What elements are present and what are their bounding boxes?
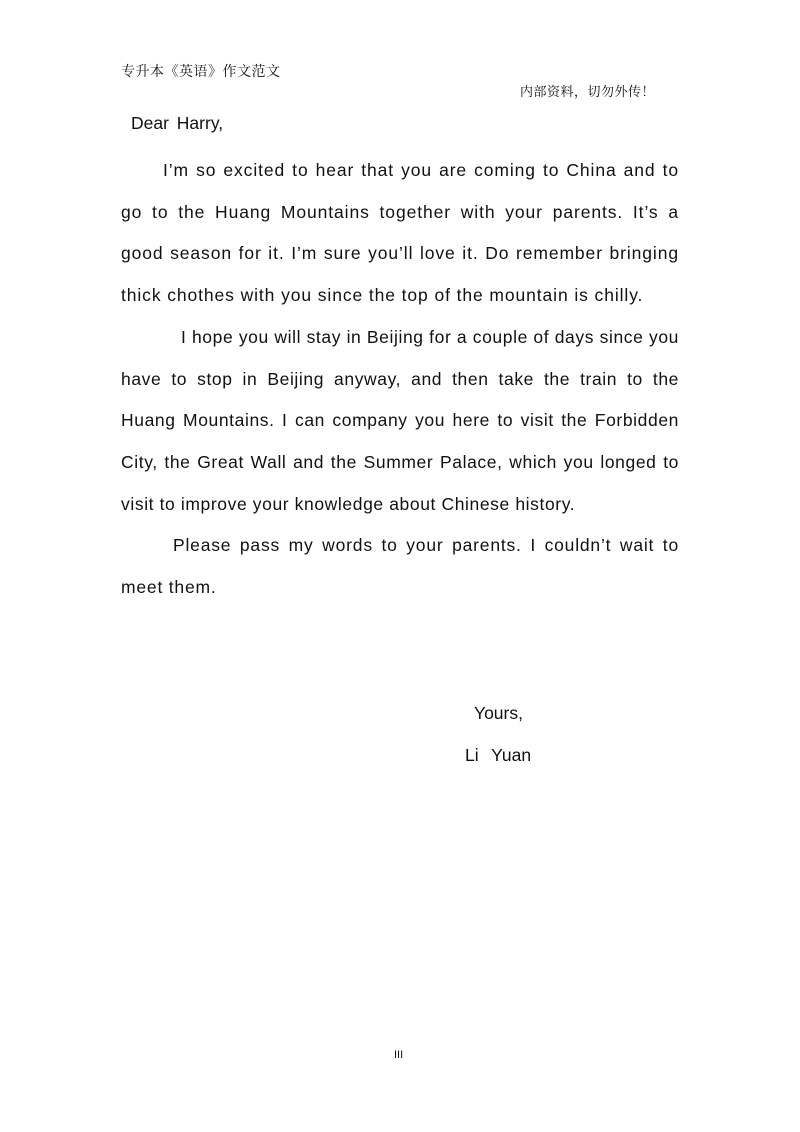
letter-signature: Li Yuan xyxy=(465,745,532,765)
header-confidential-notice: 内部资料，切勿外传！ xyxy=(520,85,656,100)
letter-paragraph-1: I’m so excited to hear that you are coming to China and to go to the Huang Mountains together with your parents. It’s a good season for it. I’m sure you’ll love it. Do remember bringing thick chothes with you since the top of the mountain is chilly. xyxy=(121,160,679,306)
letter-closing: Yours, xyxy=(474,703,523,723)
letter-body xyxy=(121,150,679,609)
header-document-title: 专升本《英语》作文范文 xyxy=(121,64,281,80)
letter-salutation: Dear Harry, xyxy=(131,113,224,133)
letter-paragraph-2: I hope you will stay in Beijing for a couple of days since you have to stop in Beijing anyway, and then take the train to the Huang Mountains. I can company you here to visit the Forbidden City, the Great Wall and the Summer Palace, which you longed to visit to improve your knowledge about Chinese history. xyxy=(121,326,679,514)
page-number: III xyxy=(394,1049,404,1061)
letter-paragraph-3: Please pass my words to your parents. I couldn’t wait to meet them. xyxy=(121,535,679,598)
